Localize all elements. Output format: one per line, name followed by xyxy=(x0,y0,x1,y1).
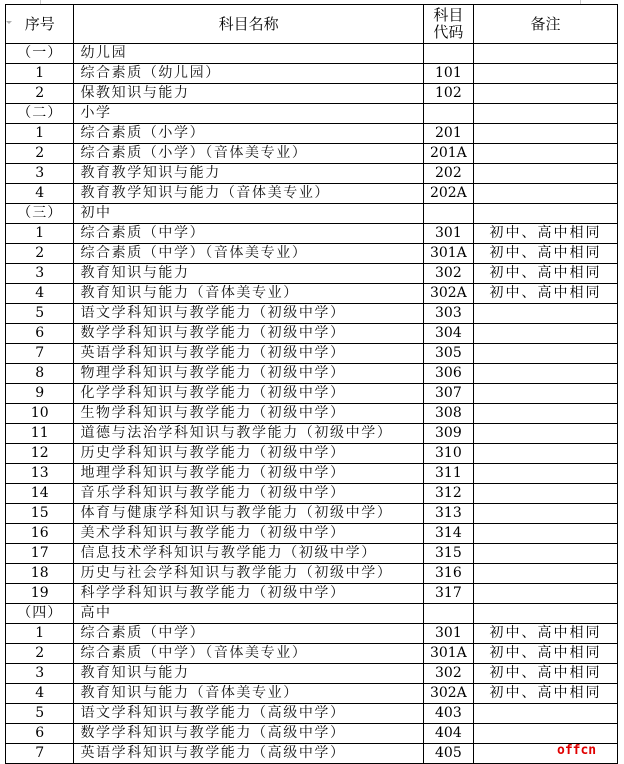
table-row xyxy=(6,624,618,644)
cell-serial-number: 1 xyxy=(6,224,74,244)
cell-subject-name: 教育知识与能力 xyxy=(74,664,423,684)
cell-serial-number: 6 xyxy=(6,324,74,344)
cell-remarks xyxy=(474,464,618,484)
table-row xyxy=(6,244,618,264)
table-section-row xyxy=(6,44,618,64)
cell-serial-number: 8 xyxy=(6,364,74,384)
cell-subject-code: 315 xyxy=(423,544,473,564)
cell-remarks xyxy=(474,184,618,204)
cell-subject-name: 科学学科知识与教学能力（初级中学） xyxy=(74,584,423,604)
cell-serial-number: 9 xyxy=(6,384,74,404)
cell-subject-name: 保教知识与能力 xyxy=(74,84,423,104)
header-serial-number: 序号 xyxy=(6,5,74,44)
table-row xyxy=(6,264,618,284)
cell-subject-code: 201A xyxy=(423,144,473,164)
cell-remarks xyxy=(474,204,618,224)
table-row xyxy=(6,524,618,544)
cell-serial-number: 3 xyxy=(6,264,74,284)
cell-subject-name: 教育知识与能力（音体美专业） xyxy=(74,284,423,304)
cell-subject-name: 历史学科知识与教学能力（初级中学） xyxy=(74,444,423,464)
header-remarks: 备注 xyxy=(474,5,618,44)
cell-subject-code: 317 xyxy=(423,584,473,604)
cell-subject-name: 道德与法治学科知识与教学能力（初级中学） xyxy=(74,424,423,444)
cell-remarks xyxy=(474,524,618,544)
table-row xyxy=(6,684,618,704)
cell-serial-number: 4 xyxy=(6,684,74,704)
cell-remarks xyxy=(474,584,618,604)
cell-remarks xyxy=(474,344,618,364)
cell-subject-code: 311 xyxy=(423,464,473,484)
cell-subject-name: 综合素质（中学） xyxy=(74,224,423,244)
cell-remarks: 初中、高中相同 xyxy=(474,244,618,264)
cell-subject-code xyxy=(423,604,473,624)
cell-subject-code: 403 xyxy=(423,704,473,724)
cell-subject-code: 316 xyxy=(423,564,473,584)
cell-subject-name: 数学学科知识与教学能力（初级中学） xyxy=(74,324,423,344)
exam-subject-table xyxy=(5,4,618,764)
cell-subject-code: 302 xyxy=(423,264,473,284)
cell-serial-number: 19 xyxy=(6,584,74,604)
cell-remarks: 初中、高中相同 xyxy=(474,664,618,684)
cell-remarks xyxy=(474,104,618,124)
table-row xyxy=(6,84,618,104)
cell-remarks xyxy=(474,44,618,64)
cell-subject-name: 幼儿园 xyxy=(74,44,423,64)
cell-subject-code: 101 xyxy=(423,64,473,84)
cell-serial-number: 12 xyxy=(6,444,74,464)
cell-remarks xyxy=(474,304,618,324)
cell-remarks: 初中、高中相同 xyxy=(474,284,618,304)
cell-remarks xyxy=(474,704,618,724)
cell-subject-code: 202A xyxy=(423,184,473,204)
cell-subject-name: 语文学科知识与教学能力（高级中学） xyxy=(74,704,423,724)
cell-remarks xyxy=(474,604,618,624)
table-row xyxy=(6,724,618,744)
table-body xyxy=(6,44,618,764)
cell-subject-code: 302A xyxy=(423,284,473,304)
cell-subject-name: 综合素质（小学）（音体美专业） xyxy=(74,144,423,164)
table-row xyxy=(6,644,618,664)
cell-serial-number: 14 xyxy=(6,484,74,504)
header-subject-code xyxy=(423,5,473,44)
cell-remarks xyxy=(474,384,618,404)
cell-subject-name: 音乐学科知识与教学能力（初级中学） xyxy=(74,484,423,504)
table-row xyxy=(6,704,618,724)
cell-subject-name: 信息技术学科知识与教学能力（初级中学） xyxy=(74,544,423,564)
cell-serial-number: 2 xyxy=(6,144,74,164)
cell-subject-code xyxy=(423,104,473,124)
table-row xyxy=(6,324,618,344)
table-row xyxy=(6,664,618,684)
cell-remarks xyxy=(474,444,618,464)
cell-remarks: 初中、高中相同 xyxy=(474,624,618,644)
cell-subject-name: 教育教学知识与能力（音体美专业） xyxy=(74,184,423,204)
cell-subject-code: 310 xyxy=(423,444,473,464)
cell-subject-code: 312 xyxy=(423,484,473,504)
cell-serial-number: 1 xyxy=(6,64,74,84)
cell-serial-number: 18 xyxy=(6,564,74,584)
cell-serial-number: 2 xyxy=(6,644,74,664)
cell-subject-code: 301A xyxy=(423,244,473,264)
cell-subject-name: 综合素质（中学）（音体美专业） xyxy=(74,644,423,664)
table-row xyxy=(6,364,618,384)
table-row xyxy=(6,144,618,164)
cell-remarks xyxy=(474,724,618,744)
cell-remarks xyxy=(474,484,618,504)
cell-subject-name: 综合素质（中学） xyxy=(74,624,423,644)
cell-subject-code: 102 xyxy=(423,84,473,104)
cell-subject-code: 304 xyxy=(423,324,473,344)
cell-serial-number: 11 xyxy=(6,424,74,444)
cell-remarks xyxy=(474,164,618,184)
table-row xyxy=(6,464,618,484)
cell-subject-code: 307 xyxy=(423,384,473,404)
cell-subject-name: 教育知识与能力 xyxy=(74,264,423,284)
cell-subject-name: 英语学科知识与教学能力（初级中学） xyxy=(74,344,423,364)
cell-subject-name: 体育与健康学科知识与教学能力（初级中学） xyxy=(74,504,423,524)
cell-remarks: 初中、高中相同 xyxy=(474,644,618,664)
cell-subject-code: 313 xyxy=(423,504,473,524)
cell-serial-number: （三） xyxy=(6,204,74,224)
table-row xyxy=(6,444,618,464)
cell-serial-number: 1 xyxy=(6,124,74,144)
cell-subject-name: 小学 xyxy=(74,104,423,124)
cell-serial-number: （四） xyxy=(6,604,74,624)
cell-serial-number: 7 xyxy=(6,744,74,764)
cell-remarks xyxy=(474,364,618,384)
cell-serial-number: 15 xyxy=(6,504,74,524)
cell-subject-name: 综合素质（小学） xyxy=(74,124,423,144)
header-subject-code-line1: 科目 xyxy=(433,6,464,24)
cell-subject-name: 生物学科知识与教学能力（初级中学） xyxy=(74,404,423,424)
cell-serial-number: 3 xyxy=(6,164,74,184)
cell-subject-name: 数学学科知识与教学能力（高级中学） xyxy=(74,724,423,744)
table-row xyxy=(6,484,618,504)
table-row xyxy=(6,344,618,364)
cell-subject-code: 301 xyxy=(423,624,473,644)
cell-remarks xyxy=(474,504,618,524)
cell-subject-name: 历史与社会学科知识与教学能力（初级中学） xyxy=(74,564,423,584)
cell-remarks xyxy=(474,324,618,344)
cell-serial-number: 13 xyxy=(6,464,74,484)
table-row xyxy=(6,304,618,324)
cell-subject-code: 314 xyxy=(423,524,473,544)
table-header-row xyxy=(6,5,618,44)
cell-subject-name: 地理学科知识与教学能力（初级中学） xyxy=(74,464,423,484)
cell-subject-name: 英语学科知识与教学能力（高级中学） xyxy=(74,744,423,764)
table-section-row xyxy=(6,604,618,624)
cell-remarks xyxy=(474,404,618,424)
cell-remarks xyxy=(474,424,618,444)
cell-serial-number: 10 xyxy=(6,404,74,424)
cell-remarks: 初中、高中相同 xyxy=(474,224,618,244)
cell-serial-number: 6 xyxy=(6,724,74,744)
cell-subject-name: 美术学科知识与教学能力（初级中学） xyxy=(74,524,423,544)
table-row xyxy=(6,424,618,444)
table-section-row xyxy=(6,104,618,124)
cell-serial-number: 3 xyxy=(6,664,74,684)
table-row xyxy=(6,544,618,564)
cell-serial-number: 5 xyxy=(6,704,74,724)
table-row xyxy=(6,164,618,184)
cell-subject-name: 初中 xyxy=(74,204,423,224)
cell-serial-number: 1 xyxy=(6,624,74,644)
cell-subject-code: 405 xyxy=(423,744,473,764)
cell-subject-name: 教育知识与能力（音体美专业） xyxy=(74,684,423,704)
header-subject-code-line2: 代码 xyxy=(433,23,464,41)
cell-subject-code: 404 xyxy=(423,724,473,744)
cell-subject-code: 201 xyxy=(423,124,473,144)
cell-serial-number: 16 xyxy=(6,524,74,544)
cell-subject-name: 高中 xyxy=(74,604,423,624)
cell-subject-code xyxy=(423,44,473,64)
table-row xyxy=(6,404,618,424)
table-section-row xyxy=(6,204,618,224)
cell-serial-number: （一） xyxy=(6,44,74,64)
cell-subject-code: 302 xyxy=(423,664,473,684)
cell-subject-name: 物理学科知识与教学能力（初级中学） xyxy=(74,364,423,384)
table-row xyxy=(6,284,618,304)
cell-subject-name: 化学学科知识与教学能力（初级中学） xyxy=(74,384,423,404)
cell-subject-code: 301A xyxy=(423,644,473,664)
offcn-watermark: offcn xyxy=(557,743,597,758)
cell-remarks xyxy=(474,64,618,84)
cell-subject-name: 综合素质（幼儿园） xyxy=(74,64,423,84)
cell-remarks: 初中、高中相同 xyxy=(474,264,618,284)
table-row xyxy=(6,504,618,524)
cell-serial-number: 2 xyxy=(6,244,74,264)
cell-subject-code: 202 xyxy=(423,164,473,184)
table-row xyxy=(6,584,618,604)
cell-serial-number: 2 xyxy=(6,84,74,104)
table-row xyxy=(6,184,618,204)
table-row xyxy=(6,124,618,144)
cell-serial-number: （二） xyxy=(6,104,74,124)
cell-remarks xyxy=(474,544,618,564)
table-row xyxy=(6,564,618,584)
cell-remarks: 初中、高中相同 xyxy=(474,684,618,704)
cell-serial-number: 17 xyxy=(6,544,74,564)
cell-subject-name: 综合素质（中学）（音体美专业） xyxy=(74,244,423,264)
cell-subject-code: 303 xyxy=(423,304,473,324)
cell-subject-code: 302A xyxy=(423,684,473,704)
cell-remarks xyxy=(474,84,618,104)
cell-remarks xyxy=(474,124,618,144)
cell-serial-number: 4 xyxy=(6,284,74,304)
cell-subject-name: 教育教学知识与能力 xyxy=(74,164,423,184)
cell-serial-number: 5 xyxy=(6,304,74,324)
table-row xyxy=(6,744,618,764)
cell-subject-code xyxy=(423,204,473,224)
table-row xyxy=(6,64,618,84)
cell-subject-code: 308 xyxy=(423,404,473,424)
cell-serial-number: 7 xyxy=(6,344,74,364)
cell-remarks xyxy=(474,144,618,164)
cell-subject-code: 305 xyxy=(423,344,473,364)
cell-subject-code: 309 xyxy=(423,424,473,444)
cell-remarks xyxy=(474,564,618,584)
header-subject-name: 科目名称 xyxy=(74,5,423,44)
cell-subject-code: 301 xyxy=(423,224,473,244)
table-row xyxy=(6,224,618,244)
cell-subject-code: 306 xyxy=(423,364,473,384)
table-row xyxy=(6,384,618,404)
cell-serial-number: 4 xyxy=(6,184,74,204)
cell-subject-name: 语文学科知识与教学能力（初级中学） xyxy=(74,304,423,324)
